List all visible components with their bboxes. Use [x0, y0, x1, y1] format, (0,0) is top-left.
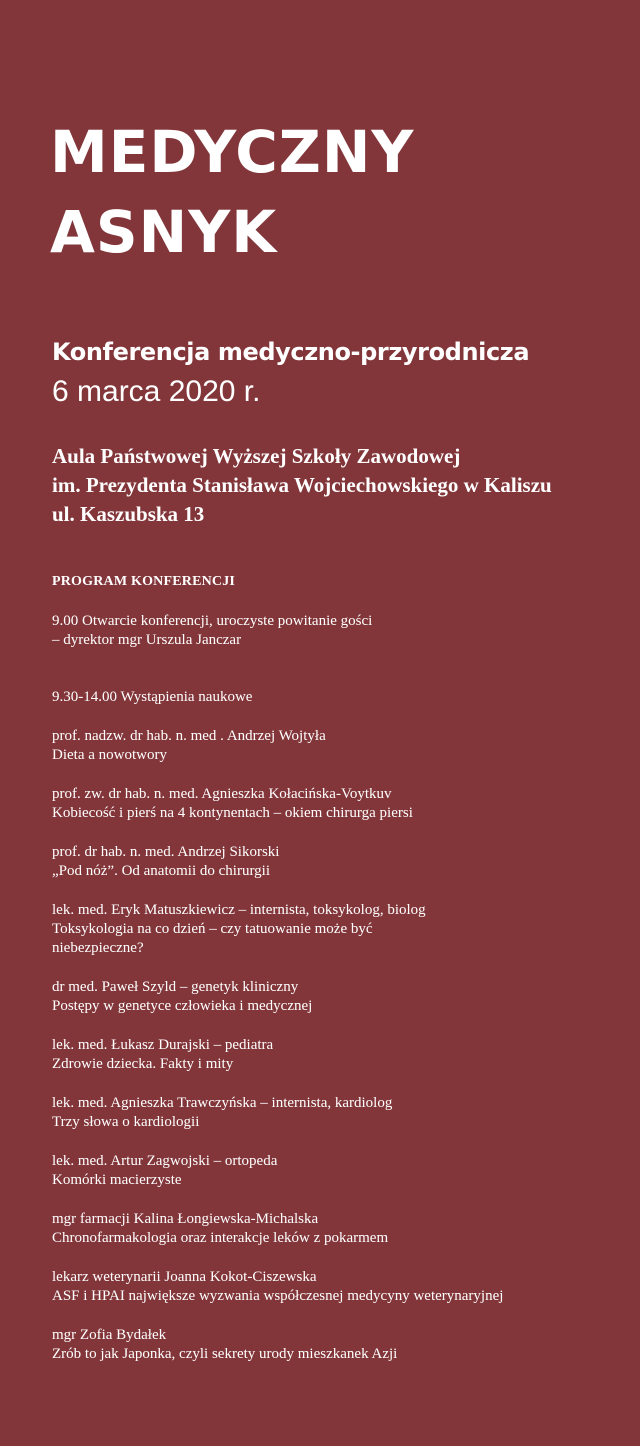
talk-speaker: prof. nadzw. dr hab. n. med . Andrzej Wojtyła — [52, 728, 326, 744]
talk-item — [52, 901, 622, 958]
talk-topic: ASF i HPAI największe wyzwania współczesnej medycyny weterynaryjnej — [52, 1288, 504, 1304]
program-opening — [52, 612, 622, 650]
talk-topic: Kobiecość i pierś na 4 kontynentach – okiem chirurga piersi — [52, 805, 413, 821]
talk-speaker: lekarz weterynarii Joanna Kokot-Ciszewska — [52, 1269, 317, 1285]
talk-item — [52, 1094, 622, 1132]
talk-topic: Toksykologia na co dzień – czy tatuowanie może być niebezpieczne? — [52, 921, 373, 956]
talk-topic: Zdrowie dziecka. Fakty i mity — [52, 1056, 234, 1072]
talk-topic: Chronofarmakologia oraz interakcje leków z pokarmem — [52, 1230, 389, 1246]
venue-line-3: ul. Kaszubska 13 — [52, 502, 205, 526]
talk-speaker: lek. med. Łukasz Durajski – pediatra — [52, 1037, 274, 1053]
talk-speaker: mgr farmacji Kalina Łongiewska-Michalska — [52, 1211, 319, 1227]
talk-item — [52, 1036, 622, 1074]
title-line-1: MEDYCZNY — [50, 118, 415, 186]
talk-topic: Postępy w genetyce człowieka i medycznej — [52, 998, 313, 1014]
talk-speaker: mgr Zofia Bydałek — [52, 1327, 167, 1343]
opening-line-2: – dyrektor mgr Urszula Janczar — [52, 632, 242, 648]
talk-speaker: prof. zw. dr hab. n. med. Agnieszka Kołacińska-Voytkuv — [52, 786, 392, 802]
talk-speaker: dr med. Paweł Szyld – genetyk kliniczny — [52, 979, 299, 995]
conference-subtitle: Konferencja medyczno-przyrodnicza — [52, 338, 530, 366]
talk-topic: Dieta a nowotwory — [52, 747, 167, 763]
talk-item — [52, 1268, 622, 1306]
program-section — [52, 572, 622, 1384]
talk-item — [52, 1326, 622, 1364]
lectures-time: 9.30-14.00 Wystąpienia naukowe — [52, 689, 253, 705]
talk-topic: Komórki macierzyste — [52, 1172, 182, 1188]
talk-item — [52, 1210, 622, 1248]
talk-item — [52, 978, 622, 1016]
conference-date: 6 marca 2020 r. — [52, 375, 261, 408]
opening-line-1: 9.00 Otwarcie konferencji, uroczyste powitanie gości — [52, 613, 373, 629]
program-heading: PROGRAM KONFERENCJI — [52, 574, 236, 589]
talk-topic: Zrób to jak Japonka, czyli sekrety urody mieszkanek Azji — [52, 1346, 398, 1362]
talk-speaker: prof. dr hab. n. med. Andrzej Sikorski — [52, 844, 280, 860]
venue-line-2: im. Prezydenta Stanisława Wojciechowskiego w Kaliszu — [52, 473, 552, 497]
talk-topic: Trzy słowa o kardiologii — [52, 1114, 200, 1130]
title-line-2: ASNYK — [50, 198, 278, 266]
talk-speaker: lek. med. Artur Zagwojski – ortopeda — [52, 1153, 278, 1169]
talk-item — [52, 1152, 622, 1190]
talk-item — [52, 727, 622, 765]
talk-topic: „Pod nóż”. Od anatomii do chirurgii — [52, 863, 271, 879]
venue-address — [52, 442, 632, 529]
talk-speaker: lek. med. Eryk Matuszkiewicz – internista, toksykolog, biolog — [52, 902, 426, 918]
talk-speaker: lek. med. Agnieszka Trawczyńska – internista, kardiolog — [52, 1095, 393, 1111]
venue-line-1: Aula Państwowej Wyższej Szkoły Zawodowej — [52, 444, 461, 468]
talk-item — [52, 785, 622, 823]
talk-item — [52, 843, 622, 881]
poster-title — [50, 112, 414, 272]
